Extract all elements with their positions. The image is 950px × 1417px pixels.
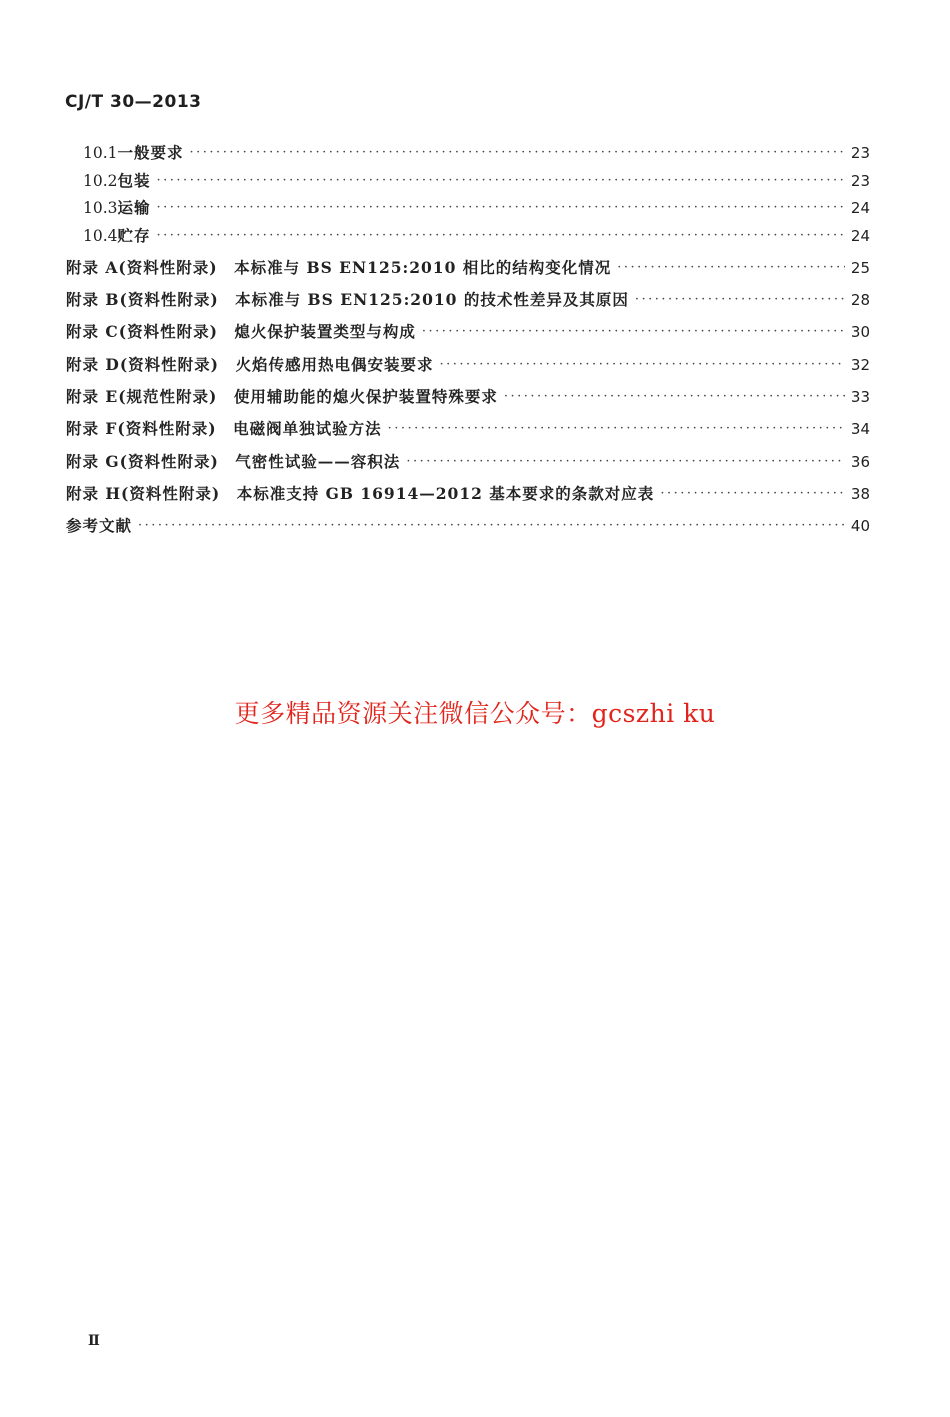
toc-entry-page: 40: [850, 517, 870, 535]
toc-entry-page: 23: [850, 144, 870, 162]
toc-entry-appendix-g[interactable]: [66, 452, 870, 474]
toc-entry-number: 10.3: [83, 199, 118, 217]
toc-entry-page: 38: [850, 485, 870, 503]
toc-entry[interactable]: [83, 143, 870, 165]
toc-entry-title: 附录 H(资料性附录) 本标准支持 GB 16914—2012 基本要求的条款对应表: [66, 484, 655, 503]
toc-entry-title: 包装: [117, 171, 151, 190]
toc-entry-number: 10.2: [83, 172, 118, 190]
toc-entry-title: 附录 E(规范性附录) 使用辅助能的熄火保护装置特殊要求: [66, 387, 498, 406]
toc-entry[interactable]: [83, 226, 870, 248]
toc-entry-page: 24: [850, 199, 870, 217]
toc-leader-dots: [422, 322, 845, 342]
toc-entry-appendix-a[interactable]: [66, 258, 870, 280]
toc-entry-title: 附录 G(资料性附录) 气密性试验——容积法: [66, 452, 401, 471]
toc-entry-page: 24: [850, 227, 870, 245]
toc-entry-appendix-f[interactable]: [66, 419, 870, 441]
watermark-text: 更多精品资源关注微信公众号：gcszhi ku: [234, 699, 716, 728]
toc-entry[interactable]: [83, 171, 870, 193]
toc-entry-title: 附录 B(资料性附录) 本标准与 BS EN125:2010 的技术性差异及其原因: [66, 290, 629, 309]
toc-entry-title: 附录 D(资料性附录) 火焰传感用热电偶安装要求: [66, 355, 434, 374]
toc-entry-title: 附录 C(资料性附录) 熄火保护装置类型与构成: [66, 322, 416, 341]
toc-entry-page: 25: [850, 259, 870, 277]
toc-leader-dots: [406, 452, 845, 472]
toc-entry-page: 28: [850, 291, 870, 309]
toc-entry-page: 34: [850, 420, 870, 438]
toc-leader-dots: [617, 258, 845, 278]
toc-leader-dots: [504, 387, 845, 407]
toc-leader-dots: [157, 171, 845, 191]
toc-entry-title: 附录 F(资料性附录) 电磁阀单独试验方法: [66, 419, 382, 438]
toc-leader-dots: [190, 143, 845, 163]
toc-entry-references[interactable]: [66, 516, 870, 538]
toc-entry-title: 附录 A(资料性附录) 本标准与 BS EN125:2010 相比的结构变化情况: [66, 258, 612, 277]
toc-entry-number: 10.4: [83, 227, 118, 245]
toc-entry-appendix-h[interactable]: [66, 484, 870, 506]
toc-entry-appendix-e[interactable]: [66, 387, 870, 409]
toc-entry-page: 36: [850, 453, 870, 471]
toc-leader-dots: [440, 355, 845, 375]
toc-leader-dots: [138, 516, 845, 536]
toc-entry-appendix-b[interactable]: [66, 290, 870, 312]
toc-entry-title: 一般要求: [117, 143, 184, 162]
page-number: Ⅱ: [88, 1333, 100, 1349]
toc-entry-page: 23: [850, 172, 870, 190]
standard-code-header: CJ/T 30—2013: [65, 92, 202, 112]
toc-leader-dots: [157, 198, 845, 218]
toc-entry-page: 30: [850, 323, 870, 341]
toc-leader-dots: [157, 226, 845, 246]
toc-entry-title: 贮存: [117, 226, 151, 245]
toc-entry-page: 32: [850, 356, 870, 374]
toc-entry-page: 33: [850, 388, 870, 406]
toc-entry-title: 参考文献: [66, 516, 133, 535]
toc-entry-title: 运输: [117, 198, 151, 217]
toc-entry-appendix-c[interactable]: [66, 322, 870, 344]
toc-leader-dots: [660, 484, 845, 504]
toc-entry[interactable]: [83, 198, 870, 220]
toc-leader-dots: [635, 290, 845, 310]
toc-entry-appendix-d[interactable]: [66, 355, 870, 377]
toc-leader-dots: [388, 419, 845, 439]
toc-entry-number: 10.1: [83, 144, 118, 162]
